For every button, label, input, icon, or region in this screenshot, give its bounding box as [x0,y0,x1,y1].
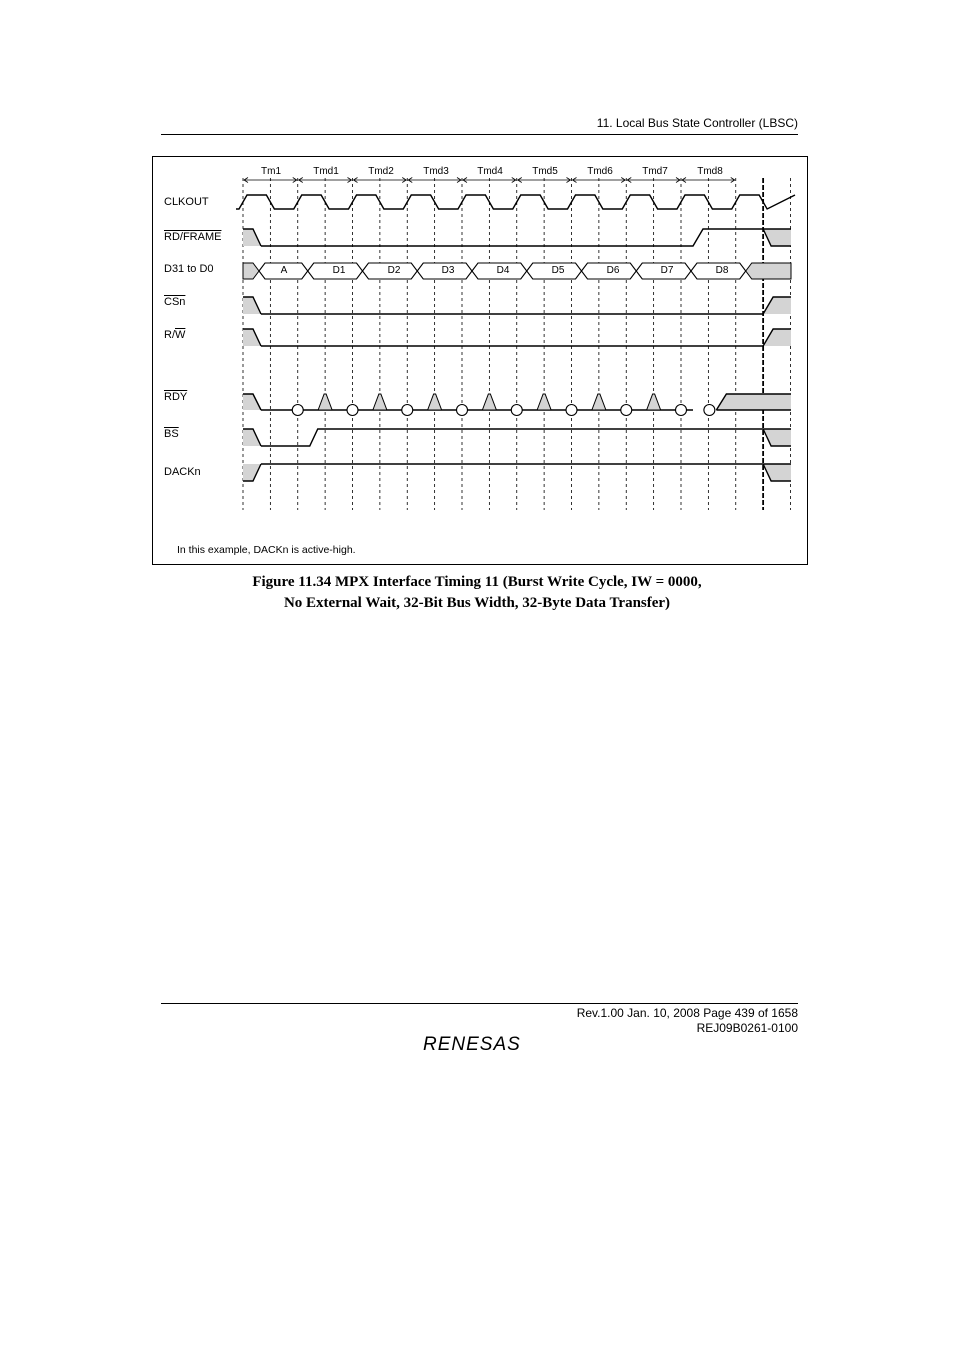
data-label: D5 [551,265,565,276]
rdy-sample-marker [511,405,522,416]
figure-note: In this example, DACKn is active-high. [177,544,356,556]
signal-label-rw-r: R/ [164,329,175,341]
period-label: Tmd1 [313,166,339,177]
signal-label-rd-frame: RD/FRAME [164,231,222,243]
rdy-glitch [647,394,661,410]
csn-start-fill [243,297,261,314]
data-label: D2 [387,265,401,276]
signal-label-data-bus: D31 to D0 [164,263,214,275]
period-label: Tmd3 [423,166,449,177]
bus-start-fill [243,263,259,279]
rw-end-fill [763,329,791,346]
rdy-sample-marker [402,405,413,416]
data-label: A [280,265,288,276]
rdy-start-fill [243,394,261,410]
rdy-glitch [482,394,496,410]
rdy-glitch [592,394,606,410]
rd-frame-start-fill [243,229,261,246]
rdy-sample-marker [621,405,632,416]
period-label: Tmd6 [587,166,613,177]
csn-end-fill [763,297,791,314]
signal-label-rw [164,329,185,341]
rdy-glitch [373,394,387,410]
rdy-glitch [318,394,332,410]
rdy-end-fill [716,394,791,410]
period-label: Tmd4 [477,166,503,177]
period-label: Tmd2 [368,166,394,177]
rd-frame-waveform [261,229,763,246]
rdy-sample-marker [292,405,303,416]
footer-rule [161,1003,798,1004]
clkout-waveform [236,195,795,209]
signal-label-bs: $\overline{BS}$ [164,428,179,440]
timing-diagram [152,156,808,565]
rdy-sample-marker [676,405,687,416]
footer-doc-number: REJ09B0261-0100 [696,1021,798,1035]
bs-start-fill [243,429,261,446]
figure-caption-line2: No External Wait, 32-Bit Bus Width, 32-Byte Data Transfer) [283,595,671,611]
bs-waveform [261,429,763,446]
rdy-glitch [537,394,551,410]
data-label: D1 [332,265,346,276]
period-label: Tmd5 [532,166,558,177]
rdy-glitch [428,394,442,410]
data-label: D8 [715,265,729,276]
signal-label-rw-w: $\overline{W}$ [175,329,186,341]
rdy-sample-marker [704,405,715,416]
rdy-sample-marker [566,405,577,416]
bus-end-fill [746,263,791,279]
period-label: Tmd8 [697,166,723,177]
signal-label-csn: $\overline{CSn}$ [164,296,186,308]
dackn-start-fill [243,464,261,481]
period-label: Tmd7 [642,166,668,177]
footer-revision: Rev.1.00 Jan. 10, 2008 Page 439 of 1658 [576,1006,798,1020]
signal-label-dackn: DACKn [164,466,201,478]
rw-start-fill [243,329,261,346]
section-header: 11. Local Bus State Controller (LBSC) [596,116,798,130]
rdy-sample-marker [457,405,468,416]
data-label: D6 [606,265,620,276]
signal-label-rdy: $\overline{RDY}$ [164,391,188,403]
header-rule [161,134,798,135]
signal-label-clkout: CLKOUT [164,196,209,208]
data-label: D4 [496,265,510,276]
renesas-logo: RENESAS [423,1034,521,1055]
data-label: D3 [441,265,455,276]
figure-caption-line1: Figure 11.34 MPX Interface Timing 11 (Burst Write Cycle, IW = 0000, [252,574,702,590]
data-label: D7 [660,265,674,276]
period-label: Tm1 [261,166,281,177]
rdy-sample-marker [347,405,358,416]
